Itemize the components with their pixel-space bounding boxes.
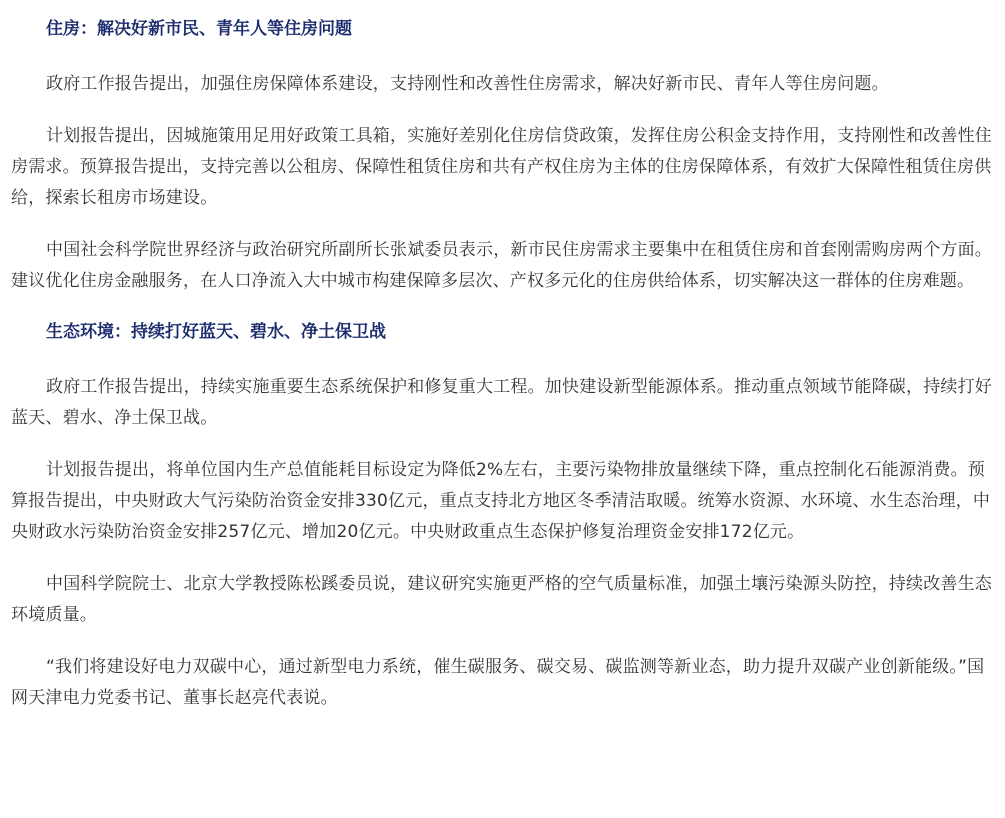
paragraph: “我们将建设好电力双碳中心，通过新型电力系统，催生碳服务、碳交易、碳监测等新业态，助力提升双碳产业创新能级。”国网天津电力党委书记、董事长赵亮代表说。 <box>11 657 985 708</box>
paragraph: 政府工作报告提出，持续实施重要生态系统保护和修复重大工程。加快建设新型能源体系。推动重点领域节能降碳，持续打好蓝天、碧水、净土保卫战。 <box>11 377 992 428</box>
paragraph: 政府工作报告提出，加强住房保障体系建设，支持刚性和改善性住房需求，解决好新市民、青年人等住房问题。 <box>46 74 889 94</box>
section-heading-housing: 住房：解决好新市民、青年人等住房问题 <box>46 19 352 39</box>
paragraph: 中国科学院院士、北京大学教授陈松蹊委员说，建议研究实施更严格的空气质量标准，加强土壤污染源头防控，持续改善生态环境质量。 <box>11 574 992 625</box>
paragraph: 中国社会科学院世界经济与政治研究所副所长张斌委员表示，新市民住房需求主要集中在租赁住房和首套刚需购房两个方面。建议优化住房金融服务，在人口净流入大中城市构建保障多层次、产权多元化的住房供给体系，切实解决这一群体的住房难题。 <box>11 240 992 291</box>
section-heading-ecology: 生态环境：持续打好蓝天、碧水、净土保卫战 <box>46 322 386 342</box>
paragraph: 计划报告提出，因城施策用足用好政策工具箱，实施好差别化住房信贷政策，发挥住房公积金支持作用，支持刚性和改善性住房需求。预算报告提出，支持完善以公租房、保障性租赁住房和共有产权住房为主体的住房保障体系，有效扩大保障性租赁住房供给，探索长租房市场建设。 <box>11 126 992 208</box>
paragraph: 计划报告提出，将单位国内生产总值能耗目标设定为降低2%左右，主要污染物排放量继续下降，重点控制化石能源消费。预算报告提出，中央财政大气污染防治资金安排330亿元，重点支持北方地区冬季清洁取暖。统筹水资源、水环境、水生态治理，中央财政水污染防治资金安排257亿元、增加20亿元。中央财政重点生态保护修复治理资金安排172亿元。 <box>11 460 991 542</box>
